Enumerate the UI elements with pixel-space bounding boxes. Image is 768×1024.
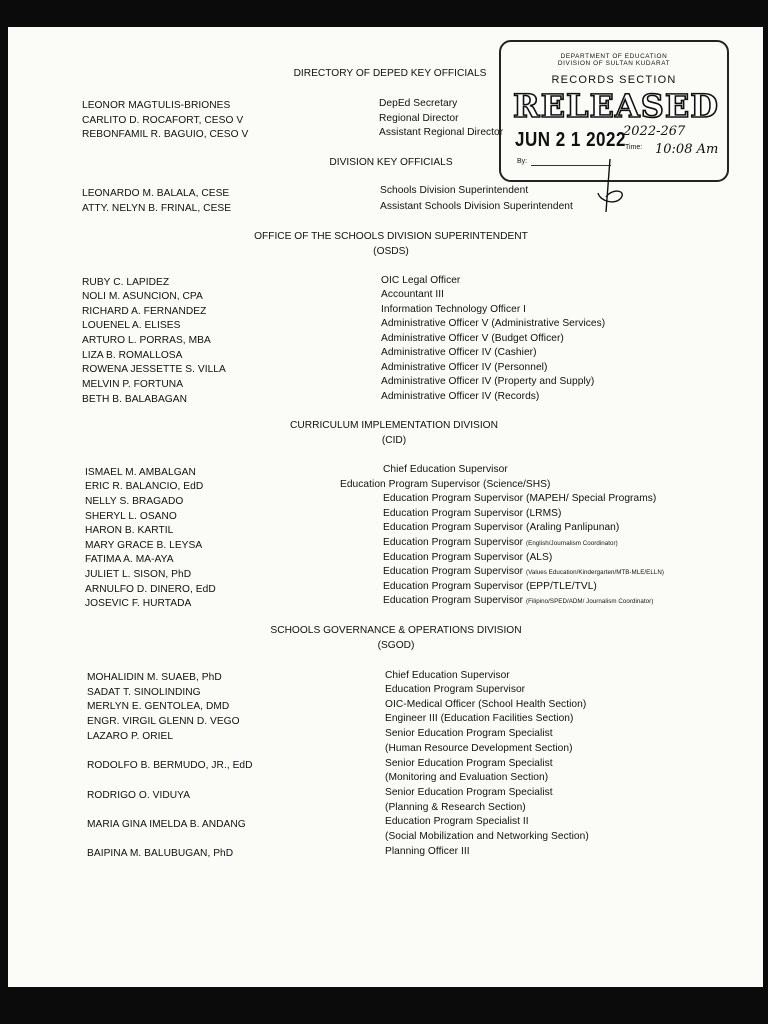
- stamp-time: 10:08 Am: [655, 142, 719, 157]
- division-heading: DIVISION KEY OFFICIALS: [329, 157, 453, 168]
- official-position: Assistant Regional Director: [379, 127, 504, 138]
- official-name: ERIC R. BALANCIO, EdD: [85, 481, 204, 492]
- official-name: BAIPINA M. BALUBUGAN, PhD: [87, 848, 234, 859]
- official-position: Chief Education Supervisor: [383, 464, 508, 475]
- official-section: (Human Resource Development Section): [385, 743, 573, 754]
- position-note: (Values Education/Kindergarten/MTB-MLE/ELLN): [526, 569, 664, 576]
- stamp-section: RECORDS SECTION: [551, 74, 677, 86]
- osds-heading: OFFICE OF THE SCHOOLS DIVISION SUPERINTENDENT: [254, 231, 528, 242]
- position-title: Education Program Supervisor: [383, 537, 524, 548]
- stamp-by-label: By:: [517, 158, 528, 165]
- official-name: LIZA B. ROMALLOSA: [82, 350, 183, 361]
- official-position: Chief Education Supervisor: [385, 670, 510, 681]
- official-name: JULIET L. SISON, PhD: [85, 569, 192, 580]
- official-name: ENGR. VIRGIL GLENN D. VEGO: [87, 716, 240, 727]
- official-position: [383, 566, 664, 579]
- directory-heading: DIRECTORY OF DEPED KEY OFFICIALS: [293, 68, 487, 79]
- official-name: NOLI M. ASUNCION, CPA: [82, 291, 203, 302]
- stamp-division: DIVISION OF SULTAN KUDARAT: [557, 60, 671, 67]
- sgod-abbr: (SGOD): [377, 640, 415, 651]
- official-name: BETH B. BALABAGAN: [82, 394, 188, 405]
- official-name: ISMAEL M. AMBALGAN: [85, 467, 196, 478]
- official-name: ARTURO L. PORRAS, MBA: [82, 335, 211, 346]
- osds-abbr: (OSDS): [373, 246, 409, 257]
- official-name: RUBY C. LAPIDEZ: [82, 277, 170, 288]
- official-position: Engineer III (Education Facilities Section): [385, 713, 574, 724]
- official-position: Administrative Officer IV (Records): [381, 391, 540, 402]
- official-section: (Monitoring and Evaluation Section): [385, 772, 549, 783]
- official-position: Education Program Supervisor (Science/SHS): [340, 479, 551, 490]
- official-position: OIC-Medical Officer (School Health Section): [385, 699, 587, 710]
- official-name: LEONOR MAGTULIS-BRIONES: [82, 100, 231, 111]
- official-position: Assistant Schools Division Superintendent: [380, 201, 573, 212]
- official-position: Administrative Officer V (Administrative Services): [381, 318, 606, 329]
- official-name: ROWENA JESSETTE S. VILLA: [82, 364, 226, 375]
- official-section: (Social Mobilization and Networking Section): [385, 831, 589, 842]
- official-name: CARLITO D. ROCAFORT, CESO V: [82, 115, 244, 126]
- cid-heading: CURRICULUM IMPLEMENTATION DIVISION: [290, 420, 498, 431]
- official-position: Education Program Supervisor (Araling Panlipunan): [383, 522, 620, 533]
- official-section: (Planning & Research Section): [385, 802, 526, 813]
- official-name: LAZARO P. ORIEL: [87, 731, 174, 742]
- official-position: DepEd Secretary: [379, 98, 458, 109]
- official-name: SADAT T. SINOLINDING: [87, 687, 201, 698]
- official-name: ARNULFO D. DINERO, EdD: [85, 584, 216, 595]
- official-name: MERLYN E. GENTOLEA, DMD: [87, 701, 230, 712]
- official-position: Schools Division Superintendent: [380, 185, 529, 196]
- official-position: Planning Officer III: [385, 846, 470, 857]
- official-position: Senior Education Program Specialist: [385, 728, 553, 739]
- position-note: (Filipino/SPED/ADM/ Journalism Coordinator): [526, 598, 654, 605]
- official-name: RICHARD A. FERNANDEZ: [82, 306, 207, 317]
- official-position: OIC Legal Officer: [381, 275, 461, 286]
- official-name: ATTY. NELYN B. FRINAL, CESE: [82, 203, 232, 214]
- official-name: MARIA GINA IMELDA B. ANDANG: [87, 819, 246, 830]
- stamp-document-number: 2022-267: [623, 124, 686, 139]
- official-position: Administrative Officer IV (Personnel): [381, 362, 548, 373]
- stamp-status: RELEASED: [513, 87, 719, 125]
- official-name: REBONFAMIL R. BAGUIO, CESO V: [82, 129, 249, 140]
- official-position: Senior Education Program Specialist: [385, 758, 553, 769]
- official-position: Education Program Supervisor: [385, 684, 526, 695]
- official-name: JOSEVIC F. HURTADA: [85, 598, 192, 609]
- position-note: (English/Journalism Coordinator): [526, 540, 618, 547]
- sgod-heading: SCHOOLS GOVERNANCE & OPERATIONS DIVISION: [270, 625, 522, 636]
- stamp-department: DEPARTMENT OF EDUCATION: [560, 53, 668, 60]
- official-position: [383, 595, 653, 608]
- document-page: [8, 27, 763, 987]
- official-name: RODOLFO B. BERMUDO, JR., EdD: [87, 760, 253, 771]
- stamp-date: JUN 2 1 2022: [515, 128, 626, 151]
- official-position: Accountant III: [381, 289, 444, 300]
- official-position: Information Technology Officer I: [381, 304, 527, 315]
- official-position: Administrative Officer IV (Cashier): [381, 347, 537, 358]
- stamp-time-label: Time:: [625, 144, 643, 151]
- official-name: LOUENEL A. ELISES: [82, 320, 181, 331]
- official-position: Senior Education Program Specialist: [385, 787, 553, 798]
- official-position: Education Program Supervisor (ALS): [383, 552, 553, 563]
- cid-abbr: (CID): [381, 435, 407, 446]
- official-name: NELLY S. BRAGADO: [85, 496, 184, 507]
- official-position: Regional Director: [379, 113, 459, 124]
- official-name: FATIMA A. MA-AYA: [85, 554, 174, 565]
- official-name: MOHALIDIN M. SUAEB, PhD: [87, 672, 222, 683]
- handwritten-signature: [588, 157, 638, 217]
- official-position: [383, 537, 618, 550]
- position-title: Education Program Supervisor: [383, 595, 524, 606]
- official-name: HARON B. KARTIL: [85, 525, 174, 536]
- official-position: Administrative Officer IV (Property and Supply): [381, 376, 595, 387]
- official-position: Education Program Supervisor (LRMS): [383, 508, 562, 519]
- official-name: RODRIGO O. VIDUYA: [87, 790, 191, 801]
- official-name: LEONARDO M. BALALA, CESE: [82, 188, 230, 199]
- official-position: Education Program Supervisor (MAPEH/ Special Programs): [383, 493, 657, 504]
- official-name: MARY GRACE B. LEYSA: [85, 540, 203, 551]
- official-position: Education Program Supervisor (EPP/TLE/TVL): [383, 581, 597, 592]
- official-position: Administrative Officer V (Budget Officer): [381, 333, 564, 344]
- position-title: Education Program Supervisor: [383, 566, 524, 577]
- official-name: MELVIN P. FORTUNA: [82, 379, 184, 390]
- official-name: SHERYL L. OSANO: [85, 511, 177, 522]
- official-position: Education Program Specialist II: [385, 816, 529, 827]
